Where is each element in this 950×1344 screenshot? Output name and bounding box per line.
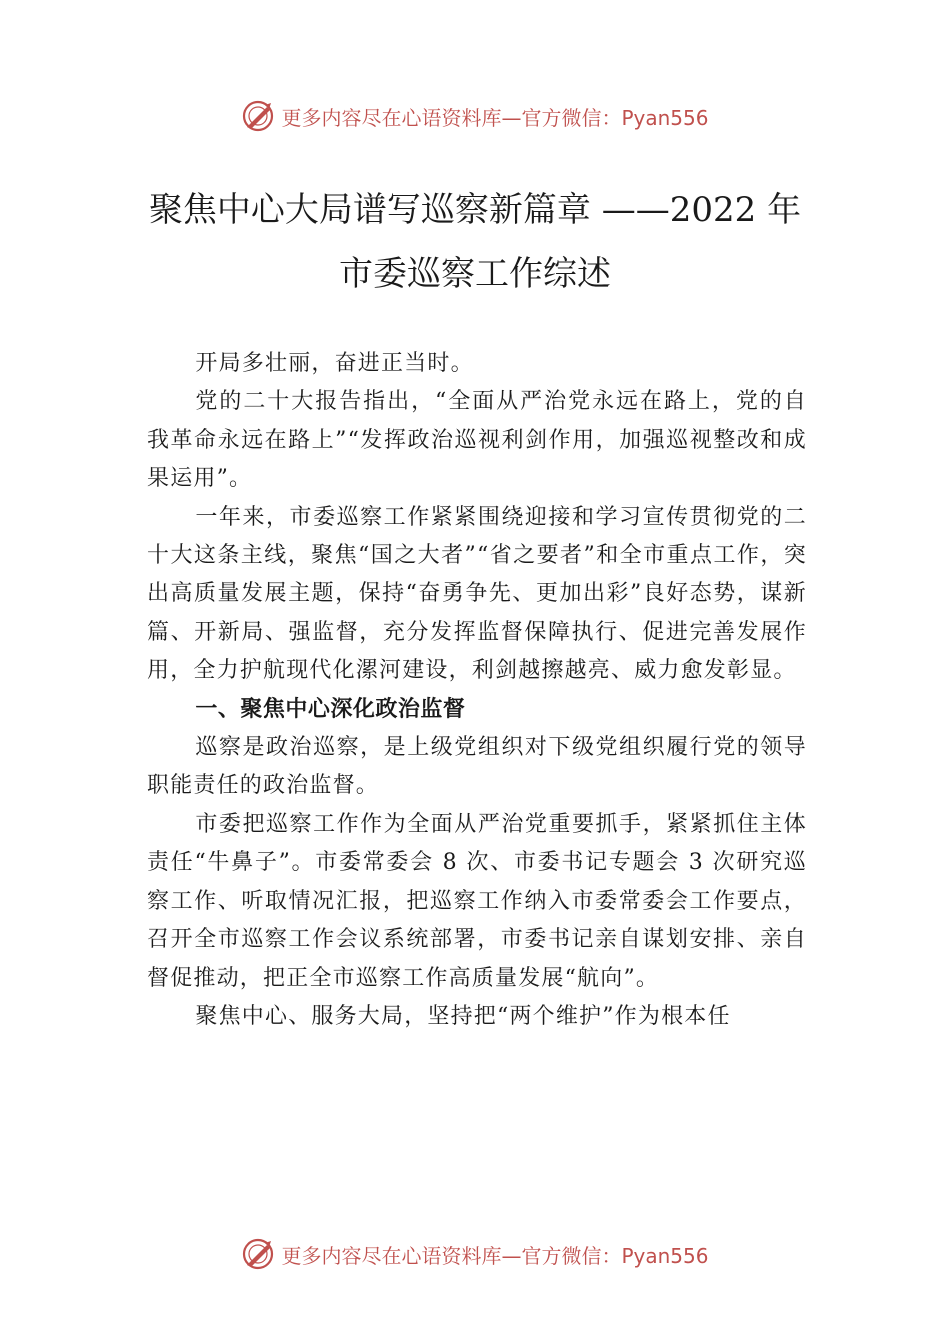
header-banner	[0, 96, 950, 136]
paragraph-opening: 开局多壮丽，奋进正当时。	[195, 351, 474, 376]
section-heading-1: 一、聚焦中心深化政治监督	[195, 696, 466, 722]
paragraph-report-quote: 党的二十大报告指出，“全面从严治党永远在路上，党的自我革命永远在路上”“发挥政治巡视利剑作用，加强巡视整改和成果运用”。	[147, 389, 807, 492]
page-title-line-2: 市委巡察工作综述	[339, 254, 611, 294]
document-body	[147, 345, 807, 1036]
paragraph-party-committee: 市委把巡察工作作为全面从严治党重要抓手，紧紧抓住主体责任“牛鼻子”。市委常委会 8 次、市委书记专题会 3 次研究巡察工作、听取情况汇报，把巡察工作纳入市委常委会工作要点，召开全市巡察工作会议系统部署，市委书记亲自谋划安排、亲自督促推动，把正全市巡察工作高质量发展“航向”。	[147, 811, 807, 991]
footer-banner	[0, 1234, 950, 1274]
paragraph-year-summary: 一年来，市委巡察工作紧紧围绕迎接和学习宣传贯彻党的二十大这条主线，聚焦“国之大者”“省之要者”和全市重点工作，突出高质量发展主题，保持“奋勇争先、更加出彩”良好态势，谋新篇、开新局、强监督，充分发挥监督保障执行、促进完善发展作用，全力护航现代化漯河建设，利剑越擦越亮、威力愈发彰显。	[147, 504, 807, 684]
quill-seal-icon	[241, 1237, 275, 1271]
quill-seal-icon	[241, 99, 275, 133]
banner-text: 更多内容尽在心语资料库—官方微信：Pyan556	[281, 105, 709, 130]
page-title-line-1: 聚焦中心大局谱写巡察新篇章 ——2022 年	[148, 190, 802, 230]
paragraph-focus-center: 聚焦中心、服务大局，坚持把“两个维护”作为根本任	[195, 1003, 731, 1029]
paragraph-political-inspection: 巡察是政治巡察，是上级党组织对下级党组织履行党的领导职能责任的政治监督。	[147, 735, 807, 799]
banner-text: 更多内容尽在心语资料库—官方微信：Pyan556	[281, 1243, 709, 1268]
